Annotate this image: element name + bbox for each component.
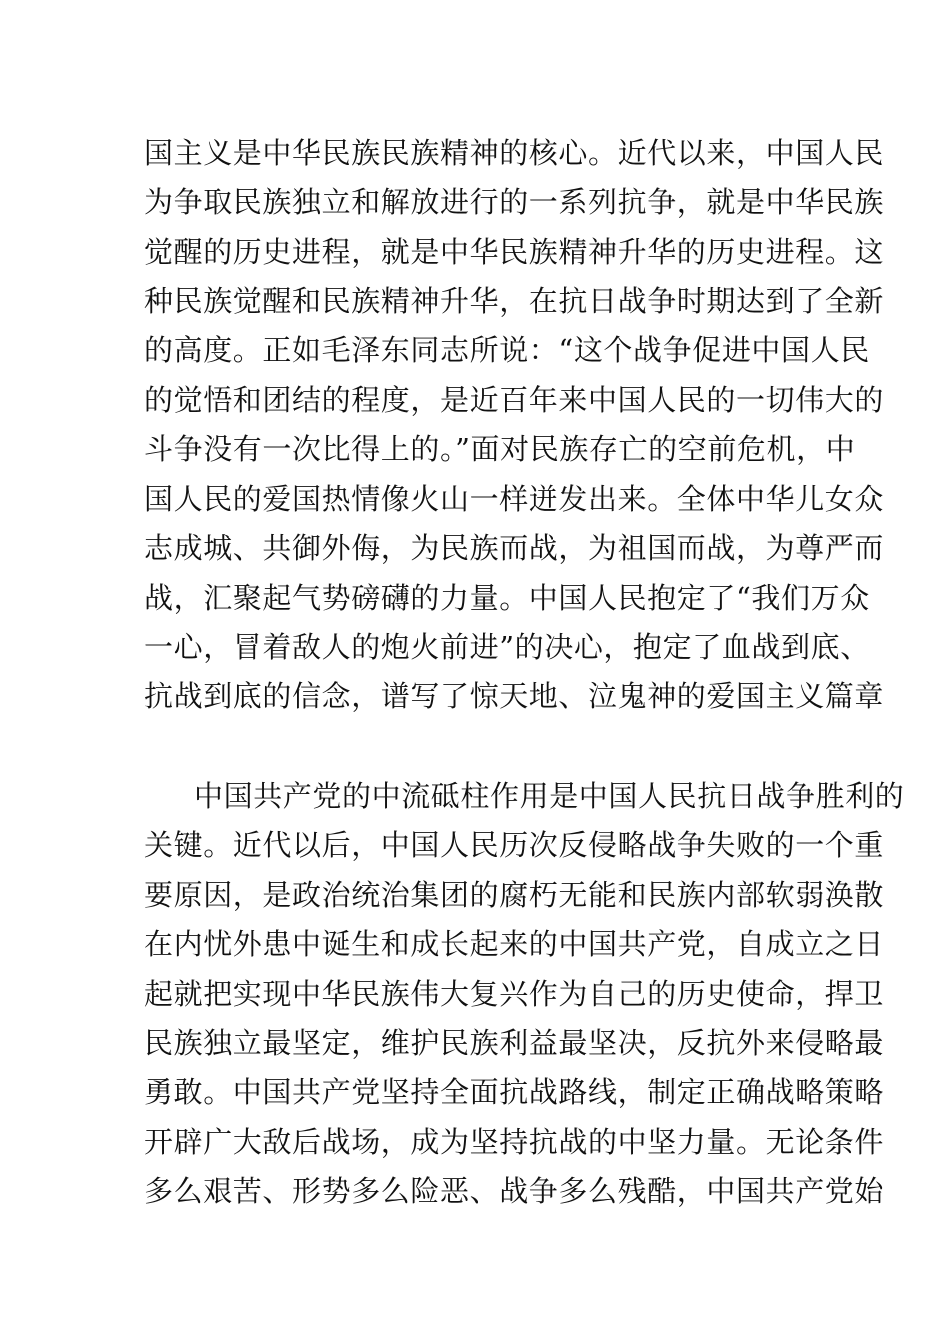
text-line: 勇敢。中国共产党坚持全面抗战路线，制定正确战略策略 bbox=[144, 1075, 885, 1109]
text-line: 的觉悟和团结的程度，是近百年来中国人民的一切伟大的 bbox=[144, 383, 885, 417]
text-line: 民族独立最坚定，维护民族利益最坚决，反抗外来侵略最 bbox=[144, 1026, 885, 1060]
text-line: 斗争没有一次比得上的。”面对民族存亡的空前危机，中 bbox=[144, 432, 856, 466]
text-line: 国主义是中华民族民族精神的核心。近代以来，中国人民 bbox=[144, 136, 885, 170]
text-line: 战，汇聚起气势磅礴的力量。中国人民抱定了“我们万众 bbox=[144, 581, 870, 615]
text-line: 关键。近代以后，中国人民历次反侵略战争失败的一个重 bbox=[144, 828, 885, 862]
text-line: 种民族觉醒和民族精神升华，在抗日战争时期达到了全新 bbox=[144, 284, 885, 318]
text-line: 开辟广大敌后战场，成为坚持抗战的中坚力量。无论条件 bbox=[144, 1125, 885, 1159]
text-line: 一心，冒着敌人的炮火前进”的决心，抱定了血战到底、 bbox=[144, 630, 870, 664]
text-line: 起就把实现中华民族伟大复兴作为自己的历史使命，捍卫 bbox=[144, 977, 885, 1011]
text-line: 抗战到底的信念，谱写了惊天地、泣鬼神的爱国主义篇章 bbox=[144, 679, 885, 713]
text-line: 的高度。正如毛泽东同志所说：“这个战争促进中国人民 bbox=[144, 333, 870, 367]
text-line: 多么艰苦、形势多么险恶、战争多么残酷，中国共产党始 bbox=[144, 1174, 885, 1208]
text-line: 为争取民族独立和解放进行的一系列抗争，就是中华民族 bbox=[144, 185, 885, 219]
text-line: 觉醒的历史进程，就是中华民族精神升华的历史进程。这 bbox=[144, 235, 885, 269]
text-line: 国人民的爱国热情像火山一样迸发出来。全体中华儿女众 bbox=[144, 482, 885, 516]
text-line: 志成城、共御外侮，为民族而战，为祖国而战，为尊严而 bbox=[144, 531, 885, 565]
text-line: 在内忧外患中诞生和成长起来的中国共产党，自成立之日 bbox=[144, 927, 885, 961]
text-line: 中国共产党的中流砥柱作用是中国人民抗日战争胜利的 bbox=[194, 779, 905, 813]
text-line: 要原因，是政治统治集团的腐朽无能和民族内部软弱涣散 bbox=[144, 878, 885, 912]
